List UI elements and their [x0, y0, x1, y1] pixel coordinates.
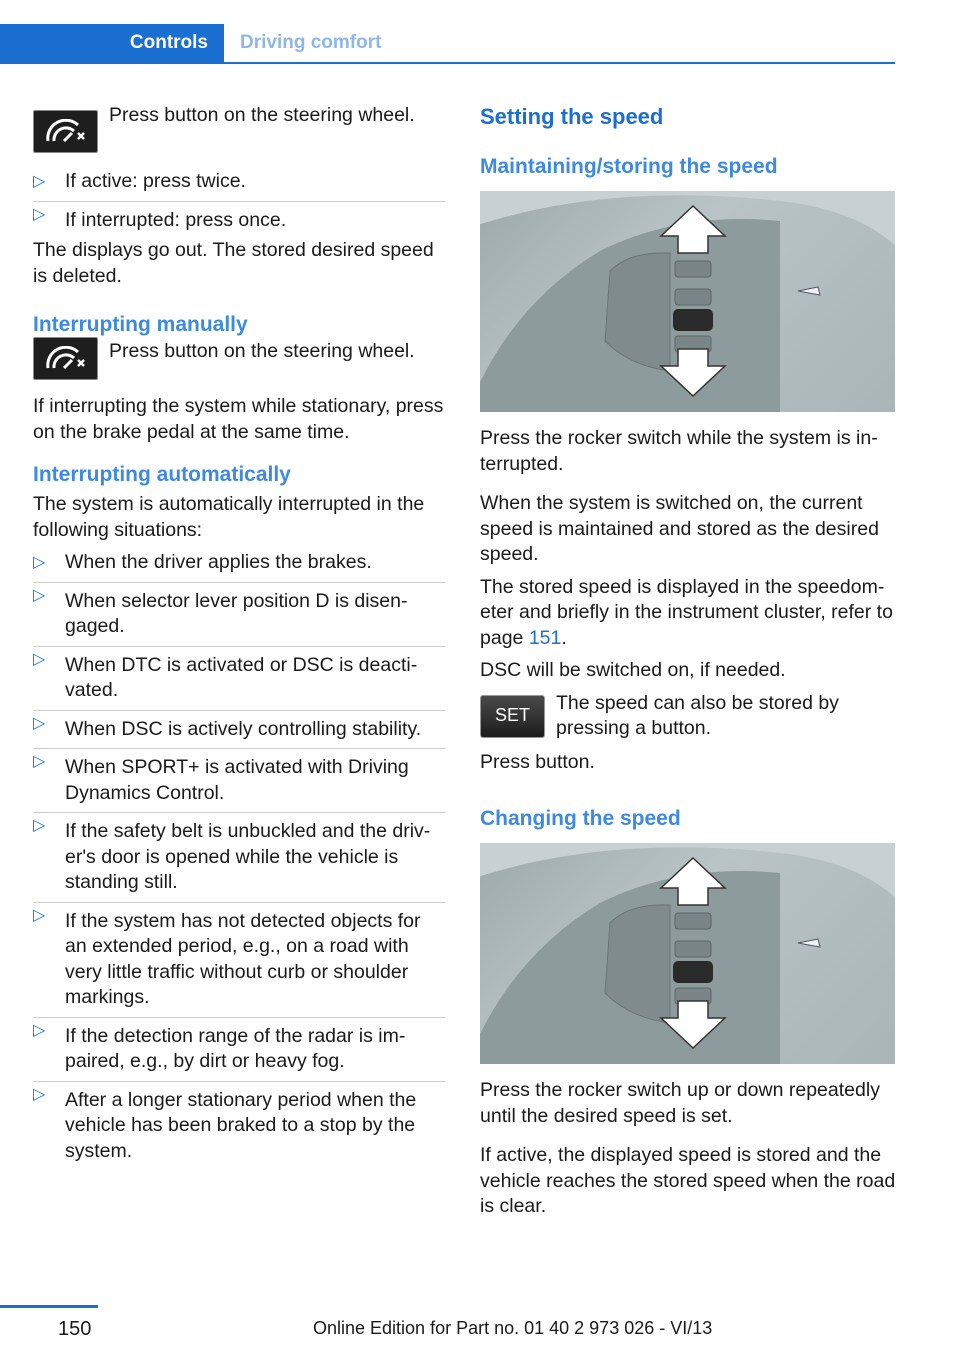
list-item: ▷ If interrupted: press once. — [33, 201, 445, 234]
list-item: ▷ After a longer stationary period when the vehicle has been braked to a stop by the system. — [33, 1081, 445, 1165]
auto-paragraph: The system is automatically interrupted in the following situations: — [33, 493, 425, 541]
steering-wheel-photo-1 — [480, 191, 895, 412]
up-down-paragraph: Press the rocker switch up or down repeatedly until the desired speed is set. — [480, 1079, 880, 1127]
stationary-paragraph: If interrupting the system while stationary, press on the brake pedal at the same time. — [33, 395, 444, 443]
list-item: ▷ If the detection range of the radar is im‐paired, e.g., by dirt or heavy fog. — [33, 1017, 445, 1075]
heading-maintaining-speed: Maintaining/storing the speed — [480, 155, 778, 178]
press-button-row-2 — [33, 339, 445, 380]
list-item: ▷ If active: press twice. — [33, 169, 445, 195]
heading-interrupting-automatically: Interrupting automatically — [33, 463, 291, 486]
cruise-control-icon — [33, 110, 98, 153]
page-reference-link[interactable]: 151 — [528, 626, 562, 649]
footer-divider — [0, 1305, 98, 1308]
set-button-row — [480, 691, 898, 742]
bullet-list-1 — [33, 169, 445, 233]
edition-footer: Online Edition for Part no. 01 40 2 973 026 - VI/13 — [313, 1318, 713, 1338]
list-item: ▷ When DSC is actively controlling stability. — [33, 710, 445, 743]
heading-setting-speed: Setting the speed — [480, 104, 664, 129]
tab-driving-comfort[interactable]: Driving comfort — [240, 32, 382, 53]
page-number: 150 — [58, 1318, 92, 1340]
heading-changing-speed: Changing the speed — [480, 807, 681, 830]
dsc-paragraph: DSC will be switched on, if needed. — [480, 659, 786, 681]
header-tabbar — [0, 24, 895, 64]
rocker-paragraph: Press the rocker switch while the system is in‐terrupted. — [480, 427, 878, 475]
list-item: ▷ If the system has not detected objects for an extended period, e.g., on a road with very little traffic without curb or shoulder markings. — [33, 902, 445, 1011]
press-button-row-1 — [33, 100, 445, 153]
set-button-text: The speed can also be stored by pressing a button. — [556, 691, 839, 739]
if-active-paragraph: If active, the displayed speed is stored and the vehicle reaches the stored speed when the road is clear. — [480, 1144, 896, 1217]
tab-controls[interactable]: Controls — [0, 24, 224, 62]
list-item: ▷ When DTC is activated or DSC is deacti‐vated. — [33, 646, 445, 704]
right-column — [480, 100, 898, 1227]
bullet-list-2 — [33, 550, 445, 1164]
left-column — [33, 100, 445, 1171]
list-item: ▷ If the safety belt is unbuckled and the driv‐er's door is opened while the vehicle is standing still. — [33, 812, 445, 896]
list-item: ▷ When the driver applies the brakes. — [33, 550, 445, 576]
set-button-icon: SET — [480, 695, 545, 738]
cruise-control-icon — [33, 337, 98, 380]
heading-interrupting-manually: Interrupting manually — [33, 313, 248, 336]
list-item: ▷ When selector lever position D is disen‐gaged. — [33, 582, 445, 640]
displays-paragraph: The displays go out. The stored desired speed is deleted. — [33, 239, 434, 287]
list-item: ▷ When SPORT+ is activated with Driving Dynamics Control. — [33, 748, 445, 806]
stored-paragraph-text: The stored speed is displayed in the speedom‐eter and briefly in the instrument cluster, refer to page — [480, 575, 893, 649]
steering-wheel-photo-2 — [480, 843, 895, 1064]
stored-paragraph — [480, 575, 898, 652]
press-button-paragraph: Press button. — [480, 750, 595, 773]
press-button-text-2: Press button on the steering wheel. — [109, 340, 415, 362]
press-button-text-1: Press button on the steering wheel. — [109, 104, 415, 126]
switched-on-paragraph: When the system is switched on, the current speed is maintained and stored as the desired speed. — [480, 492, 879, 565]
stored-paragraph-end: . — [561, 626, 567, 649]
